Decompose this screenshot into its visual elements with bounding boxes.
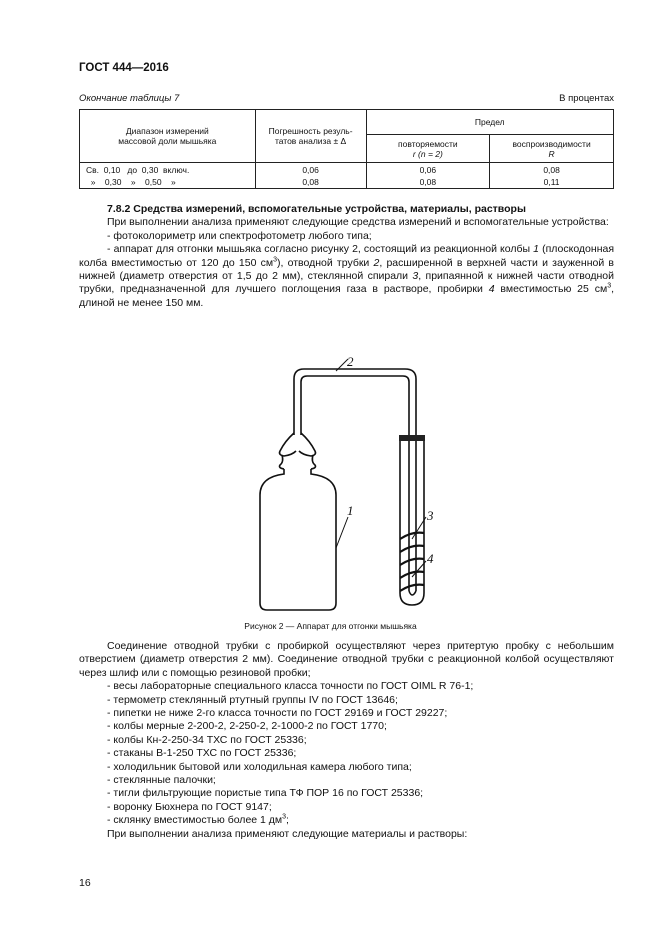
materials-intro: При выполнении анализа применяют следующие материалы и растворы: xyxy=(107,827,468,840)
section-title: 7.8.2 Средства измерений, вспомогательные устройства, материалы, растворы xyxy=(107,203,526,215)
list-item: - колбы мерные 2-200-2, 2-250-2, 2-1000-2 по ГОСТ 1770; xyxy=(107,720,387,733)
connection-paragraph: Соединение отводной трубки с пробиркой осуществляют через притертую пробку с небольшим отверстием (диаметр отверстия 2 мм). Соединение отводной трубки с реакционной колбой осуществляют через шлиф или с помощью резиновой пробки; xyxy=(79,640,614,679)
range-cell: Св. 0,10 до 0,30 включ. » 0,30 » 0,50 » xyxy=(80,163,256,189)
list-item: - склянку вместимостью более 1 $дм^3$; xyxy=(107,813,289,827)
reaction-flask-body xyxy=(260,469,336,610)
col-header-reproducibility: воспроизводимости R xyxy=(490,135,614,163)
list-item: - стеклянные палочки; xyxy=(107,774,216,787)
col-header-error: Погрешность резуль- татов анализа ± Δ xyxy=(255,110,366,163)
list-item: - пипетки не ниже 2-го класса точности по ГОСТ 29169 и ГОСТ 29227; xyxy=(107,707,448,720)
tube-tip xyxy=(409,591,416,595)
table-7 xyxy=(79,109,614,189)
list-item: - весы лабораторные специального класса точности по ГОСТ OIML R 76-1; xyxy=(107,680,474,693)
equipment-section xyxy=(79,640,614,841)
list-item: - холодильник бытовой или холодильная камера любого типа; xyxy=(107,760,412,773)
list-item: - колбы Кн-2-250-34 ТХС по ГОСТ 25336; xyxy=(107,733,307,746)
label-4: 4 xyxy=(427,551,434,566)
leader-line xyxy=(336,517,348,548)
col-header-repeatability: повторяемости r (n = 2) xyxy=(366,135,490,163)
list-item: - фотоколориметр или спектрофотометр любого типа; xyxy=(107,229,372,242)
flask-neck-right xyxy=(311,455,316,469)
label-2: 2 xyxy=(347,355,354,369)
outlet-tube-inner xyxy=(301,376,409,445)
document-header: ГОСТ 444—2016 xyxy=(79,62,169,74)
flask-stopper-left xyxy=(280,433,297,456)
glass-spiral xyxy=(400,533,424,591)
section-7-8-2 xyxy=(79,203,614,310)
apparatus-description: - аппарат для отгонки мышьяка согласно рисунку 2, состоящий из реакционной колбы 1 (плоскодонная колба вместимостью от 120 до 150 $см^3$), отводной трубки 2, расширенной в верхней части и зауженной в нижней (диаметр отверстия от 1,5 до 2 мм), стеклянной спирали 3, припаянной к нижней части отводной трубки, предназначенной для лучшего поглощения газа в растворе, пробирки 4 вместимостью 25 $см^3$, длиной не менее 150 мм. xyxy=(79,243,615,309)
list-item: - тигли фильтрующие пористые типа ТФ ПОР 16 по ГОСТ 25336; xyxy=(107,787,424,800)
reproducibility-cell: 0,08 0,11 xyxy=(490,163,614,189)
label-3: 3 xyxy=(427,508,434,523)
outlet-tube-outer xyxy=(294,369,416,445)
arsenic-distillation-apparatus-figure xyxy=(240,355,470,615)
table-caption-row xyxy=(79,93,614,104)
label-1: 1 xyxy=(347,503,354,518)
col-header-range: Диапазон измерений массовой доли мышьяка xyxy=(80,110,256,163)
page-number: 16 xyxy=(79,877,91,889)
tube-top-collar xyxy=(399,435,425,441)
test-tube xyxy=(400,439,424,605)
figure-caption: Рисунок 2 — Аппарат для отгонки мышьяка xyxy=(244,621,417,631)
table-caption: Окончание таблицы 7 xyxy=(79,93,180,104)
flask-stopper-right xyxy=(299,433,316,456)
flask-neck-left xyxy=(280,455,285,469)
list-item: - воронку Бюхнера по ГОСТ 9147; xyxy=(107,800,272,813)
list-item: - термометр стеклянный ртутный группы IV по ГОСТ 13646; xyxy=(107,693,398,706)
repeatability-cell: 0,06 0,08 xyxy=(366,163,490,189)
list-item: - стаканы В-1-250 ТХС по ГОСТ 25336; xyxy=(107,747,297,760)
table-data-row xyxy=(80,163,614,189)
section-intro: При выполнении анализа применяют следующие средства измерений и вспомогательные устройства: xyxy=(107,216,609,229)
col-header-limit: Предел xyxy=(366,110,613,135)
table-units: В процентах xyxy=(559,93,614,104)
error-cell: 0,06 0,08 xyxy=(255,163,366,189)
